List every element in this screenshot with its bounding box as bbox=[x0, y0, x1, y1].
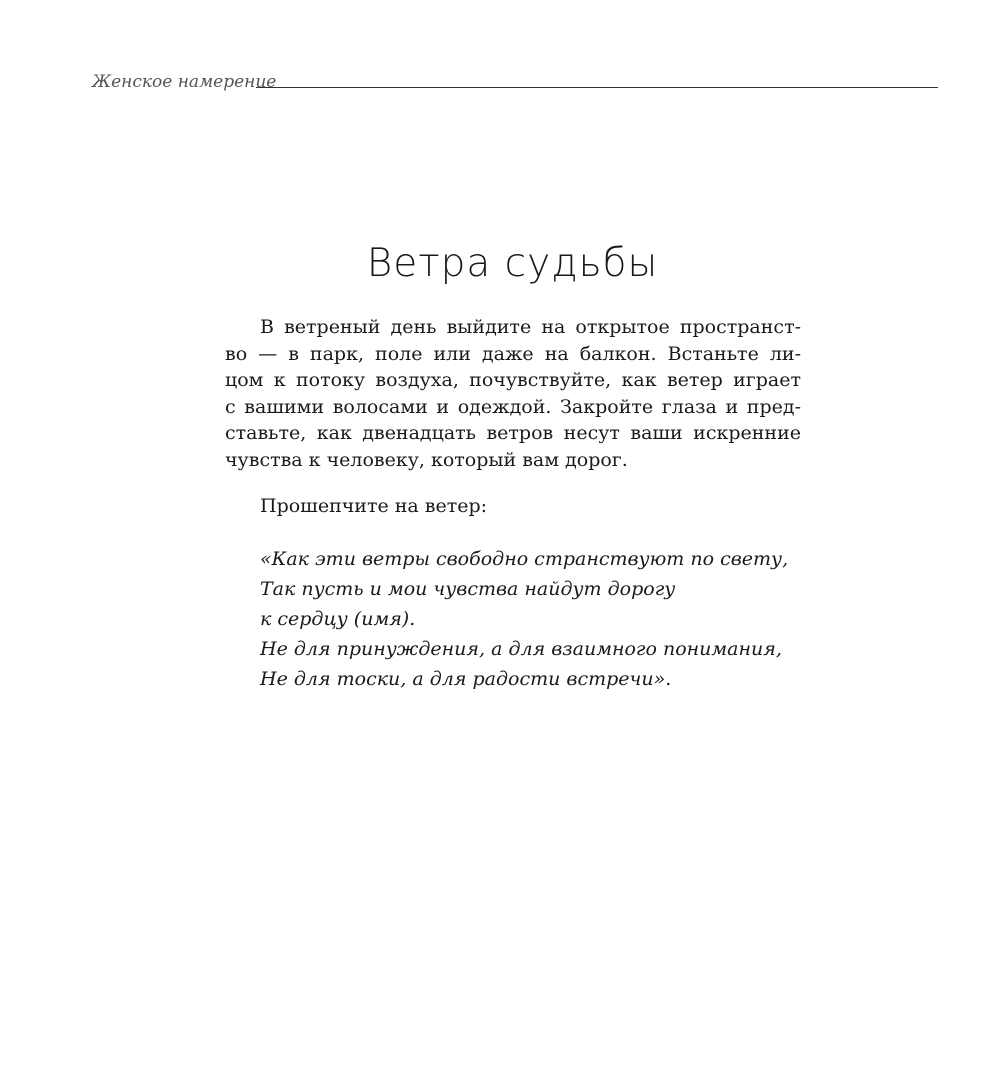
running-header bbox=[92, 70, 938, 94]
poem-line: к сердцу (имя). bbox=[260, 608, 416, 631]
paragraph-line: с вашими волосами и одеждой. Закройте глаза и пред- bbox=[225, 395, 801, 418]
paragraph-line: во — в парк, поле или даже на балкон. Встаньте ли- bbox=[225, 342, 801, 365]
running-title: Женское намерение bbox=[92, 72, 277, 92]
paragraph-line: чувства к человеку, который вам дорог. bbox=[225, 448, 628, 471]
body-text bbox=[225, 314, 801, 694]
paragraph-line: цом к потоку воздуха, почувствуйте, как ветер играет bbox=[225, 369, 801, 392]
intro-paragraph bbox=[225, 314, 801, 474]
poem-line: Не для тоски, а для радости встречи». bbox=[260, 668, 672, 691]
poem-line: Так пусть и мои чувства найдут дорогу bbox=[260, 578, 676, 601]
poem-line: Не для принуждения, а для взаимного понимания, bbox=[260, 638, 782, 661]
paragraph-line: В ветреный день выйдите на открытое пространст- bbox=[260, 316, 801, 338]
chapter-title: Ветра судьбы bbox=[366, 241, 659, 286]
paragraph-line: ставьте, как двенадцать ветров несут ваши искренние bbox=[225, 422, 801, 445]
whisper-lead-in: Прошепчите на ветер: bbox=[260, 494, 488, 517]
poem bbox=[260, 544, 801, 694]
header-rule bbox=[256, 87, 938, 88]
poem-line: «Как эти ветры свободно странствуют по свету, bbox=[260, 548, 789, 571]
